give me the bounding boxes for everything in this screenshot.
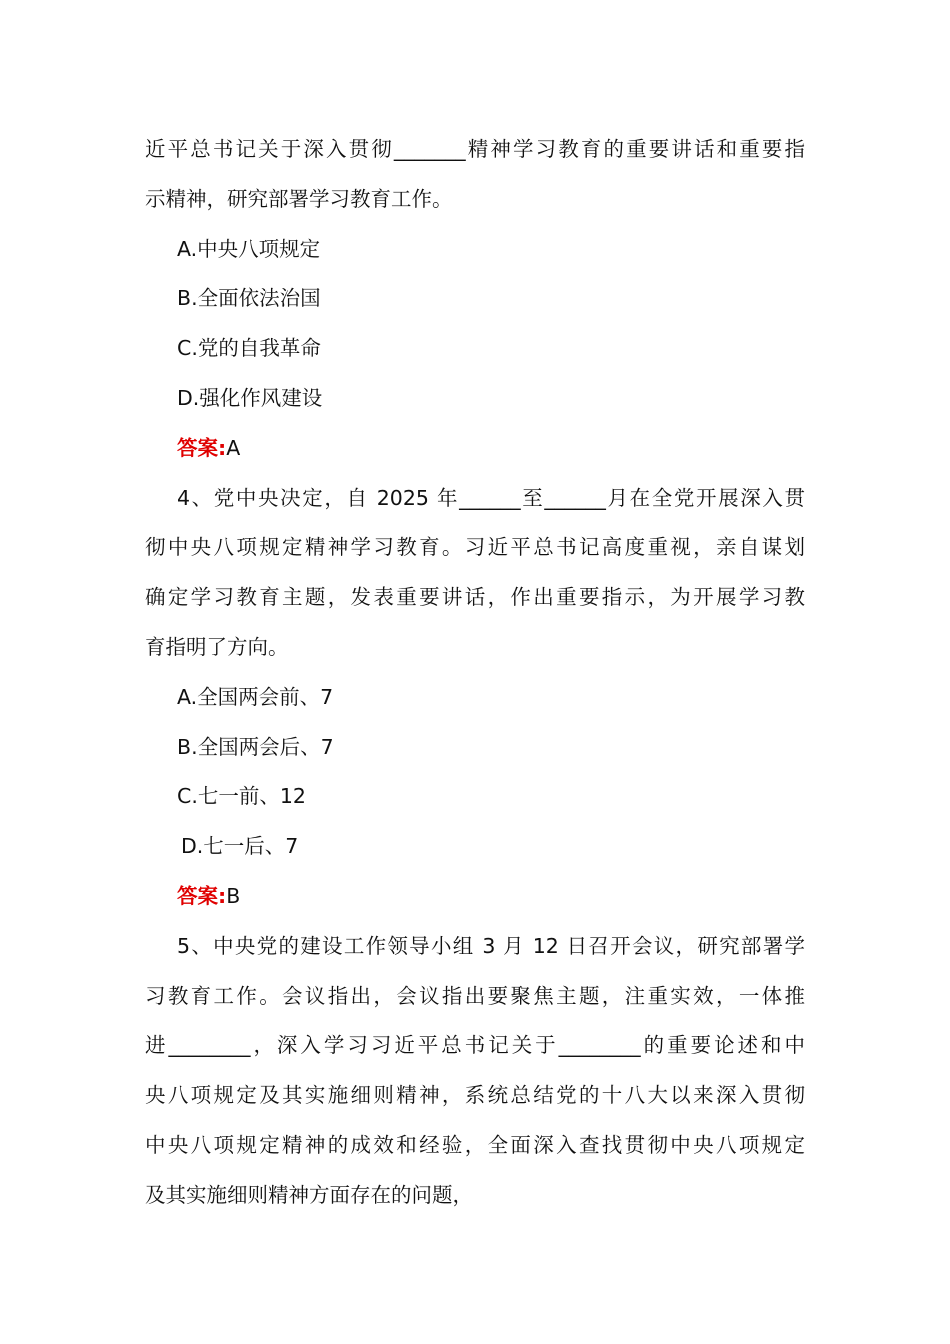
- q5-text-line: 中央八项规定精神的成效和经验，全面深入查找贯彻中央八项规定: [145, 1132, 805, 1157]
- q4-option-c: C.七一前、12: [177, 784, 306, 809]
- q3-text-line: 示精神，研究部署学习教育工作。: [145, 186, 453, 211]
- q3-text-line: 近平总书记关于深入贯彻_______精神学习教育的重要讲话和重要指: [145, 137, 805, 161]
- q3-option-a: A.中央八项规定: [177, 236, 321, 261]
- answer-value: A: [226, 435, 241, 460]
- q3-option-d: D.强化作风建设: [177, 385, 323, 410]
- q4-answer: [145, 872, 805, 922]
- q4-option-b: B.全国两会后、7: [177, 734, 334, 759]
- answer-label: 答案:: [177, 435, 227, 460]
- q4-text-line: 确定学习教育主题，发表重要讲话，作出重要指示，为开展学习教: [145, 585, 805, 610]
- q4-option-d: D.七一后、7: [181, 834, 299, 859]
- q4-option-a: A.全国两会前、7: [177, 684, 334, 709]
- q4-text-line: 育指明了方向。: [145, 634, 289, 659]
- q5-text-line: 习教育工作。会议指出，会议指出要聚焦主题，注重实效，一体推: [145, 983, 805, 1008]
- q5-text-line: 及其实施细则精神方面存在的问题，: [145, 1182, 473, 1207]
- document-page: [145, 125, 805, 1221]
- q5-text-line: 5、中央党的建设工作领导小组 3 月 12 日召开会议，研究部署学: [177, 933, 805, 958]
- q5-text-line: 进________，深入学习习近平总书记关于________的重要论述和中: [145, 1033, 805, 1058]
- answer-label: 答案:: [177, 883, 227, 908]
- q3-answer: [145, 424, 805, 474]
- answer-value: B: [226, 883, 241, 908]
- q3-option-c: C.党的自我革命: [177, 336, 321, 361]
- q4-text-line: 4、党中央决定，自 2025 年______至______月在全党开展深入贯: [177, 485, 805, 510]
- q3-option-b: B.全面依法治国: [177, 286, 321, 311]
- q5-text-line: 央八项规定及其实施细则精神，系统总结党的十八大以来深入贯彻: [145, 1083, 805, 1108]
- q4-text-line: 彻中央八项规定精神学习教育。习近平总书记高度重视，亲自谋划: [145, 535, 805, 560]
